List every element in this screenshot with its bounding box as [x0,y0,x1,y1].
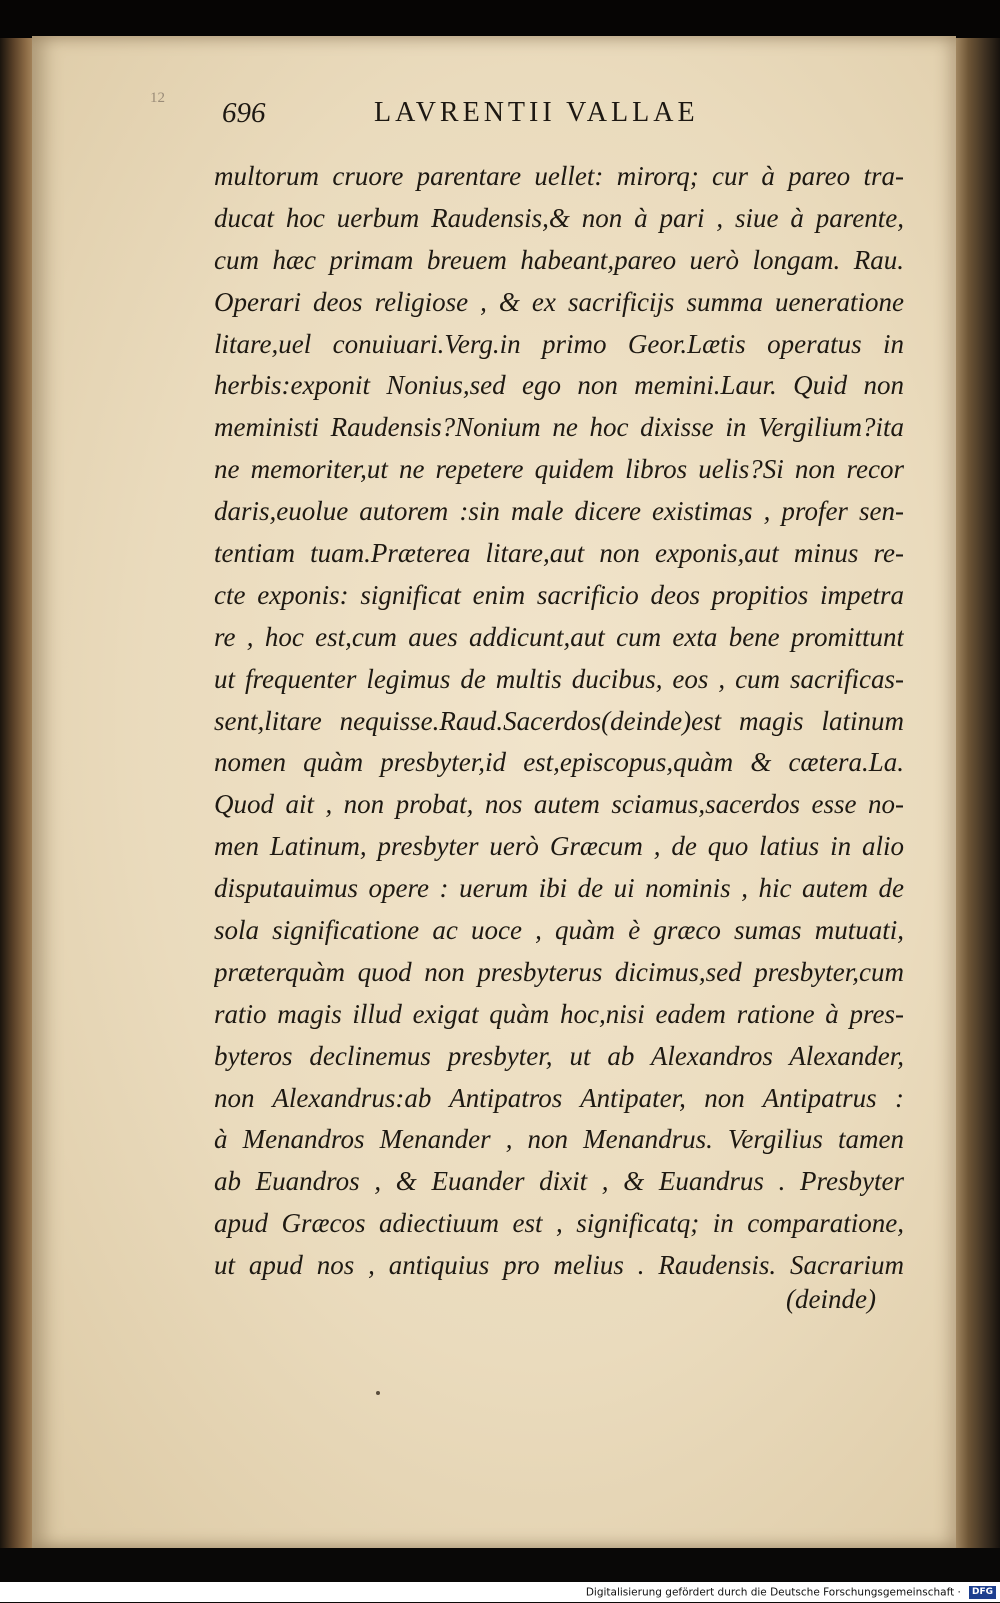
text-line: ut apud nos , antiquius pro melius . Raudensis. Sacrarium [214,1250,904,1281]
book-edge-right [955,38,1000,1548]
text-line: byteros declinemus presbyter, ut ab Alexandros Alexander, [214,1040,904,1071]
text-line: ut frequenter legimus de multis ducibus, eos , cum sacrificas- [214,663,904,694]
text-line: ne memoriter,ut ne repetere quidem libros uelis?Si non recor [214,454,904,485]
ink-speck [376,1391,380,1395]
text-line: sent,litare nequisse.Raud.Sacerdos(deinde)est magis latinum [214,705,904,736]
text-line: apud Græcos adiectiuum est , significatq; in comparatione, [214,1208,904,1239]
text-line: meministi Raudensis?Nonium ne hoc dixisse in Vergilium?ita [214,412,904,443]
text-line: à Menandros Menander , non Menandrus. Vergilius tamen [214,1124,904,1155]
text-line: ab Euandros , & Euander dixit , & Euandrus . Presbyter [214,1166,904,1197]
body-text [214,156,904,1287]
text-line: Operari deos religiose , & ex sacrificijs summa ueneratione [214,286,904,317]
text-line: herbis:exponit Nonius,sed ego non memini.Laur. Quid non [214,370,904,401]
text-line: daris,euolue autorem :sin male dicere existimas , profer sen- [214,496,904,527]
scan-top-border [0,0,1000,38]
text-line: men Latinum, presbyter uerò Græcum , de quo latius in alio [214,831,904,862]
running-head: LAVRENTII VALLAE [374,97,699,128]
digitization-credit-bar [0,1582,1000,1602]
text-line: præterquàm quod non presbyterus dicimus,sed presbyter,cum [214,956,904,987]
digitization-credit: Digitalisierung gefördert durch die Deutsche Forschungsgemeinschaft · [585,1586,961,1599]
text-line: non Alexandrus:ab Antipatros Antipater, non Antipatrus : [214,1082,904,1113]
text-line: cum hæc primam breuem habeant,pareo uerò longam. Rau. [214,244,904,275]
text-line: re , hoc est,cum aues addicunt,aut cum exta bene promittunt [214,621,904,652]
dfg-logo: DFG [969,1586,996,1599]
scan-bottom-border [0,1548,1000,1582]
margin-pencil-mark: 12 [150,90,165,106]
text-line: sola significatione ac uoce , quàm è græco sumas mutuati, [214,915,904,946]
text-line: litare,uel conuiuari.Verg.in primo Geor.Lætis operatus in [214,328,904,359]
catchword: (deinde) [786,1284,876,1314]
text-line: ratio magis illud exigat quàm hoc,nisi eadem ratione à pres- [214,998,904,1029]
text-line: Quod ait , non probat, nos autem sciamus,sacerdos esse no- [214,789,904,820]
text-line: disputauimus opere : uerum ibi de ui nominis , hic autem de [214,873,904,904]
text-line: multorum cruore parentare uellet: mirorq; cur à pareo tra- [214,161,904,191]
text-line: cte exponis: significat enim sacrificio deos propitios impetra [214,579,904,610]
text-line: tentiam tuam.Præterea litare,aut non exponis,aut minus re- [214,538,904,569]
page-number: 696 [222,97,266,129]
text-line: nomen quàm presbyter,id est,episcopus,quàm & cætera.La. [214,747,904,778]
book-binding-left [0,38,34,1548]
text-line: ducat hoc uerbum Raudensis,& non à pari , siue à parente, [214,202,904,233]
